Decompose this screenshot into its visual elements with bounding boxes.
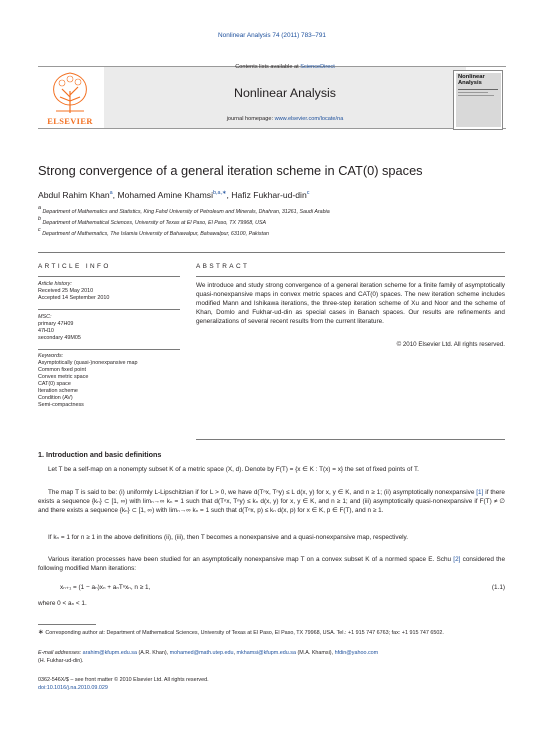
keyword: Asymptotically (quasi-)nonexpansive map <box>38 360 138 367</box>
article-title: Strong convergence of a general iteration scheme in CAT(0) spaces <box>38 163 423 178</box>
author-affiliation-marker[interactable]: a <box>109 190 113 196</box>
abstract-heading: ABSTRACT <box>196 263 250 270</box>
contents-line <box>104 64 466 71</box>
email-link[interactable]: arahim@kfupm.edu.sa <box>82 650 137 656</box>
author-affiliation-marker[interactable]: b,a,∗ <box>212 190 227 196</box>
cover-title: Nonlinear Analysis <box>458 74 485 86</box>
equation: xₙ₊₁ = (1 − aₙ)xₙ + aₙTⁿxₙ, n ≥ 1, <box>60 584 151 591</box>
journal-header-center <box>104 64 466 128</box>
received-date: Received 25 May 2010 <box>38 288 94 294</box>
author-affiliation-marker[interactable]: c <box>306 190 310 196</box>
keyword: Condition (AV) <box>38 395 73 402</box>
cover-rule <box>458 89 498 90</box>
keyword: Common fixed point <box>38 367 86 374</box>
contents-label: Contents lists available at <box>235 64 299 70</box>
email-label: E-mail addresses: <box>38 650 82 656</box>
author-name: Abdul Rahim Khan <box>38 190 110 200</box>
body-paragraph: The map T is said to be: (i) uniformly L-Lipschitzian if for L > 0, we have d(Tⁿx, Tⁿy) ≤ L d(x, y) for x, y ∈ K, and n ≥ 1; (ii) asymptotically nonexpansive [1] if there exists a sequence {kₙ} ⊂ [1, ∞) with limₙ→∞ kₙ = 1 such that d(Tⁿx, Tⁿy) ≤ kₙ d(x, y) for x, y ∈ K, and n ≥ 1; and (iii) asymptotically quasi-nonexpansive if F(T) ≠ ∅ and there exists a sequence {kₙ} ⊂ [1, ∞) with limₙ→∞ kₙ = 1 such that d(Tⁿx, p) ≤ kₙ d(x, p) for x ∈ K, p ∈ F(T), and n ≥ 1. <box>38 489 505 515</box>
keyword: CAT(0) space <box>38 381 71 388</box>
homepage-line <box>104 116 466 123</box>
citation-link[interactable]: [2] <box>453 556 461 563</box>
msc-code: secondary 49M05 <box>38 334 81 341</box>
keyword: Semi-compactness <box>38 402 84 409</box>
msc-code: 47H10 <box>38 327 54 334</box>
equation-number: (1.1) <box>491 584 505 591</box>
affiliation: $^c$ Department of Mathematics, The Islamia University of Bahawalpur, Bahawalpur, 63100, Pakistan <box>38 227 269 237</box>
abstract-text: We introduce and study strong convergence of a general iteration scheme for a finite family of asymptotically quasi-nonexpansive maps in convex metric spaces and CAT(0) spaces. The new iteration scheme includes modified Mann and Ishikawa iterations, the three-step iteration scheme of Xu and Noor and the scheme of Khan, Domlo and Fukhar-ud-din as special cases in Banach spaces. Our results are refinements and generalizations of several recent results from the current literature. <box>196 282 505 325</box>
email-link[interactable]: mkhamsi@kfupm.edu.sa <box>236 650 296 656</box>
article-info-heading: ARTICLE INFO <box>38 263 111 270</box>
corresponding-marker: ∗ <box>38 629 44 636</box>
elsevier-logo[interactable] <box>38 67 102 128</box>
cover-rule <box>458 92 488 93</box>
msc-code: primary 47H09 <box>38 320 74 327</box>
keyword: Iteration scheme <box>38 388 78 395</box>
section-heading: 1. Introduction and basic definitions <box>38 450 162 459</box>
issn-line: 0362-546X/$ – see front matter © 2010 Elsevier Ltd. All rights reserved. <box>38 677 209 683</box>
body-paragraph: Various iteration processes have been studied for an asymptotically nonexpansive map T on a convex subset K of a normed space E. Schu [2] considered the following modified Mann iterations: <box>38 556 505 573</box>
divider <box>38 349 180 350</box>
body-paragraph: Let T be a self-map on a nonempty subset K of a metric space (X, d). Denote by F(T) = {x ∈ K : T(x) = x} the set of fixed points of T. <box>48 466 419 473</box>
citation-link[interactable]: [1] <box>476 489 484 496</box>
copyright-notice: © 2010 Elsevier Ltd. All rights reserved. <box>396 341 505 348</box>
homepage-link[interactable]: www.elsevier.com/locate/na <box>274 116 344 122</box>
email-link[interactable]: mohamed@math.utep.edu <box>169 650 234 656</box>
doi-link[interactable]: doi:10.1016/j.na.2010.09.029 <box>38 685 108 691</box>
divider <box>38 309 180 310</box>
author-name: Hafiz Fukhar-ud-din <box>231 190 307 200</box>
tree-icon <box>38 67 102 117</box>
keyword: Convex metric space <box>38 374 89 381</box>
divider <box>38 252 505 253</box>
author-name: Mohamed Amine Khamsi <box>117 190 213 200</box>
email-tail: (H. Fukhar-ud-din). <box>38 657 84 664</box>
email-footnote: E-mail addresses: arahim@kfupm.edu.sa (A.R. Khan), mohamed@math.utep.edu, mkhamsi@kfupm.edu.sa (M.A. Khamsi), hfdin@yahoo.com (H. Fukhar-ud-din). <box>38 650 505 665</box>
article-info-column <box>38 281 180 409</box>
body-paragraph: where 0 < aₙ < 1. <box>38 600 87 607</box>
email-link[interactable]: hfdin@yahoo.com <box>334 650 379 656</box>
journal-name: Nonlinear Analysis <box>234 86 336 100</box>
divider <box>196 276 505 277</box>
elsevier-wordmark: ELSEVIER <box>47 117 93 126</box>
author-list: Abdul Rahim Khan$^a$, Mohamed Amine Khamsi$^{b,a,∗}$, Hafiz Fukhar-ud-din$^c$ <box>38 190 310 200</box>
keywords-label: Keywords: <box>38 353 64 360</box>
footnote-divider <box>38 624 96 625</box>
divider <box>38 276 180 277</box>
homepage-label: journal homepage: <box>226 116 274 122</box>
sciencedirect-link[interactable]: ScienceDirect <box>300 64 335 70</box>
history-label: Article history: <box>38 281 72 287</box>
divider <box>196 439 505 440</box>
affiliation: $^a$ Department of Mathematics and Statistics, King Fahd University of Petroleum and Minerals, Dhahran, 31261, Saudi Arabia <box>38 205 330 215</box>
journal-reference[interactable]: Nonlinear Analysis 74 (2011) 783–791 <box>218 32 326 39</box>
body-paragraph: If kₙ = 1 for n ≥ 1 in the above definitions (ii), (iii), then T becomes a nonexpansive and a quasi-nonexpansive map, respectively. <box>48 534 409 541</box>
corresponding-author-footnote: ∗ Corresponding author at: Department of Mathematical Sciences, University of Texas at El Paso, El Paso, TX 79968, USA. Tel.: +1 915 747 6763; fax: +1 915 747 6502. <box>38 629 444 636</box>
journal-cover-thumbnail[interactable] <box>453 70 503 130</box>
msc-label: MSC: <box>38 313 52 320</box>
affiliation: $^b$ Department of Mathematical Sciences, University of Texas at El Paso, El Paso, TX 79968, USA <box>38 216 267 226</box>
cover-rule <box>458 95 494 96</box>
accepted-date: Accepted 14 September 2010 <box>38 295 110 301</box>
journal-header <box>38 66 506 129</box>
